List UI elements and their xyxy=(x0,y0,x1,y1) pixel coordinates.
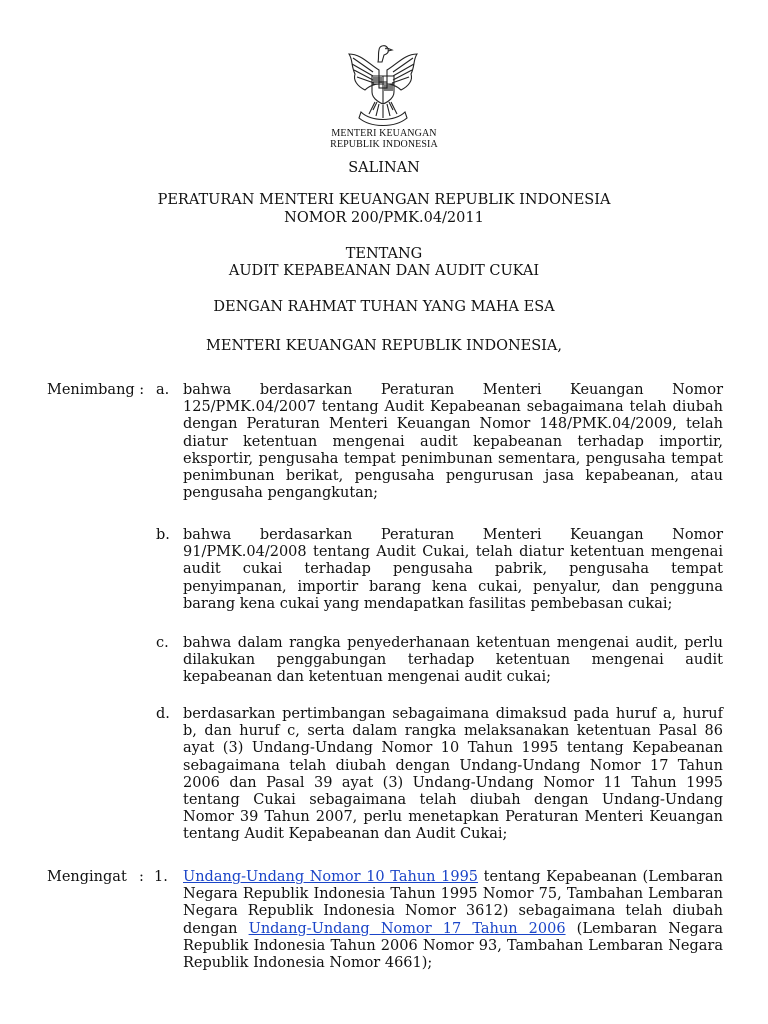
menimbang-marker-c: c. xyxy=(156,635,169,651)
ministry-caption xyxy=(284,128,484,150)
menimbang-item-d: berdasarkan pertimbangan sebagaimana dimaksud pada huruf a, huruf b, dan huruf c, serta dalam rangka melaksanakan ketentuan Pasal 86 ayat (3) Undang-Undang Nomor 10 Tahun 1995 tentang Kepabeanan sebagaimana telah diubah dengan Undang-Undang Nomor 17 Tahun 2006 dan Pasal 39 ayat (3) Undang-Undang Nomor 11 Tahun 1995 tentang Cukai sebagaimana telah diubah dengan Undang-Undang Nomor 39 Tahun 2007, perlu menetapkan Peraturan Menteri Keuangan tentang Audit Kepabeanan dan Audit Cukai; xyxy=(183,706,723,843)
law-17-2006-link[interactable]: Undang-Undang Nomor 17 Tahun 2006 xyxy=(248,920,566,937)
mengingat-item-1-text-1: tentang Kepabeanan (Lembaran Negara Republik Indonesia Tahun 1995 Nomor 75, Tambahan Lembaran Negara Republik Indonesia Nomor 3612) sebagaimana telah diubah dengan xyxy=(183,869,724,937)
menimbang-marker-d: d. xyxy=(156,706,170,722)
regulation-title-line-1: PERATURAN MENTERI KEUANGAN REPUBLIK INDONESIA xyxy=(157,192,611,208)
garuda-emblem-icon xyxy=(343,40,423,128)
law-10-1995-link[interactable]: Undang-Undang Nomor 10 Tahun 1995 xyxy=(183,869,479,885)
menimbang-item-a: bahwa berdasarkan Peraturan Menteri Keuangan Nomor 125/PMK.04/2007 tentang Audit Kepabeanan sebagaimana telah diubah dengan Peraturan Menteri Keuangan Nomor 148/PMK.04/2009, telah diatur ketentuan mengenai audit kepabeanan terhadap importir, eksportir, pengusaha tempat penimbunan sementara, pengusaha tempat penimbunan berikat, pengusaha pengurusan jasa kepabeanan, atau pengusaha pengangkutan; xyxy=(183,382,723,502)
menimbang-marker-b: b. xyxy=(156,527,170,543)
tentang-label: TENTANG xyxy=(345,246,423,262)
regulation-subject: AUDIT KEPABEANAN DAN AUDIT CUKAI xyxy=(228,263,540,279)
mengingat-label: Mengingat xyxy=(47,869,127,885)
mengingat-colon: : xyxy=(139,869,144,885)
regulation-title-line-2: NOMOR 200/PMK.04/2011 xyxy=(284,210,484,226)
salinan-label: SALINAN xyxy=(348,160,420,176)
menimbang-label: Menimbang : xyxy=(47,382,145,398)
menimbang-item-b: bahwa berdasarkan Peraturan Menteri Keuangan Nomor 91/PMK.04/2008 tentang Audit Cukai, telah diatur ketentuan mengenai audit cukai terhadap pengusaha pabrik, pengusaha tempat penyimpanan, importir barang kena cukai, penyalur, dan pengguna barang kena cukai yang mendapatkan fasilitas pembebasan cukai; xyxy=(183,527,723,612)
mengingat-item-1-text-2: (Lembaran Negara Republik Indonesia Tahun 2006 Nomor 93, Tambahan Lembaran Negara Republik Indonesia Nomor 4661); xyxy=(183,920,724,972)
mengingat-item-1 xyxy=(183,869,723,972)
mengingat-marker-1: 1. xyxy=(154,869,168,885)
ministry-line-1: MENTERI KEUANGAN xyxy=(331,128,437,139)
menimbang-item-c: bahwa dalam rangka penyederhanaan ketentuan mengenai audit, perlu dilakukan penggabungan terhadap ketentuan mengenai audit kepabeanan dan ketentuan mengenai audit cukai; xyxy=(183,635,723,686)
rahmat-line: DENGAN RAHMAT TUHAN YANG MAHA ESA xyxy=(213,299,555,315)
ministry-line-2: REPUBLIK INDONESIA xyxy=(330,139,438,150)
minister-line: MENTERI KEUANGAN REPUBLIK INDONESIA, xyxy=(206,338,562,354)
menimbang-marker-a: a. xyxy=(156,382,170,398)
